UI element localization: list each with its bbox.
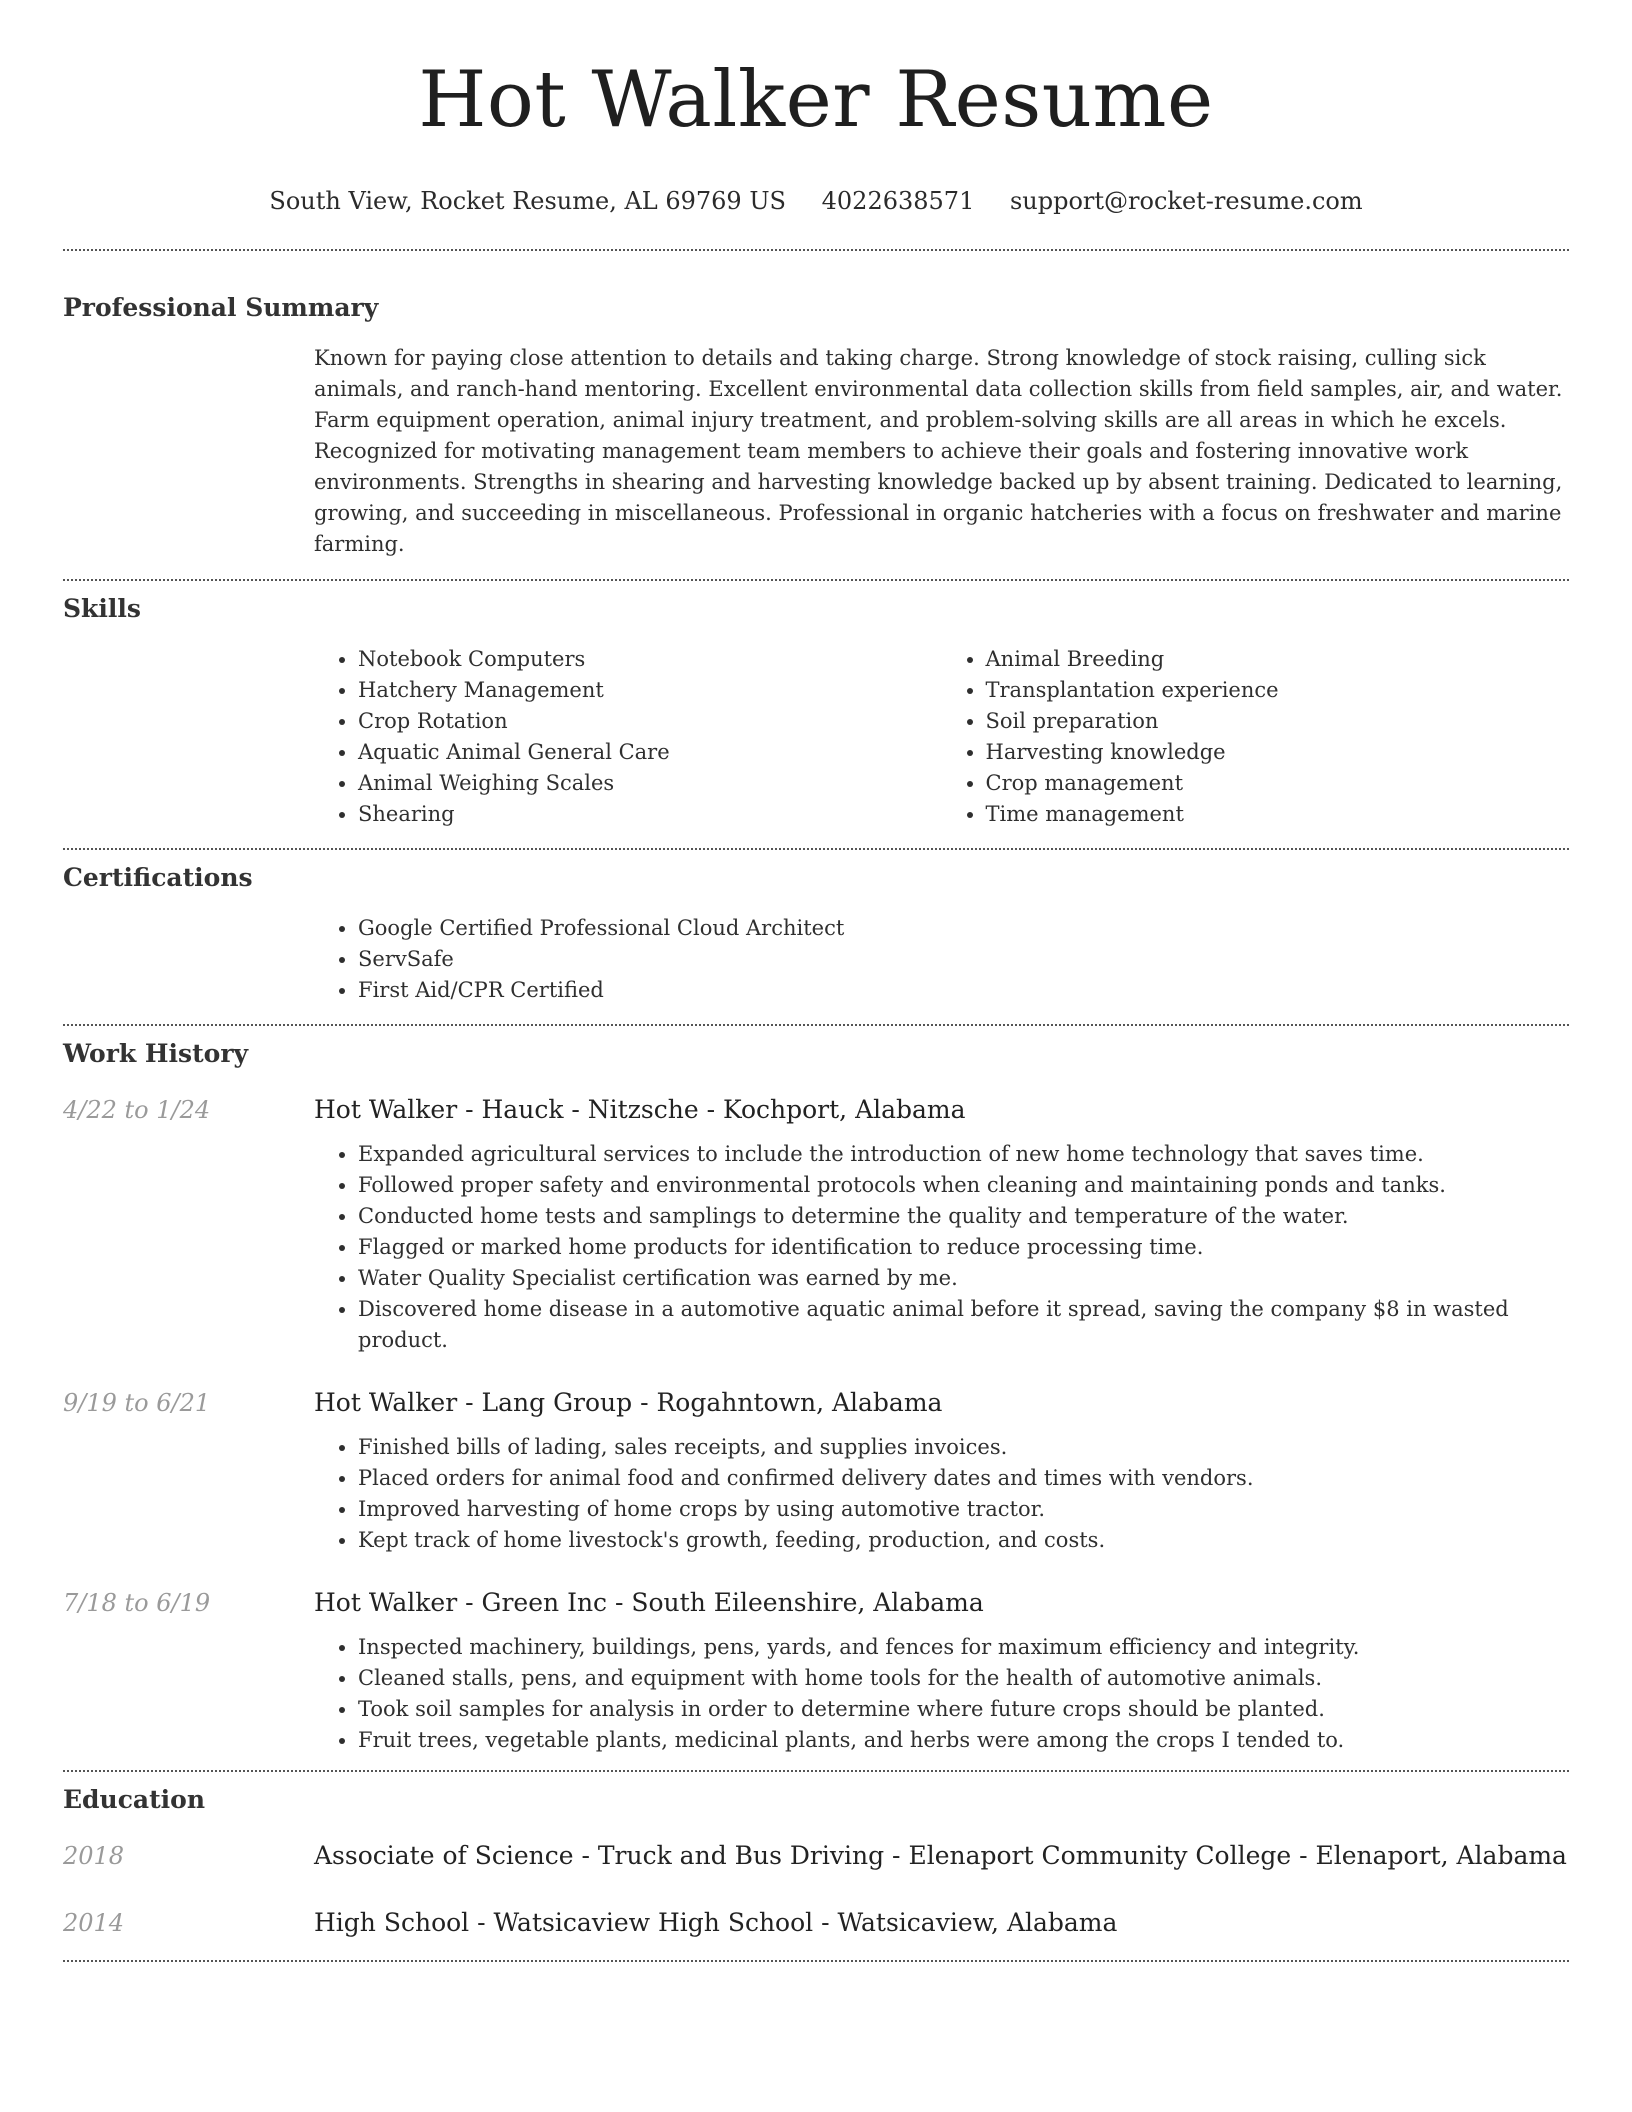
job-title: Hot Walker - Lang Group - Rogahntown, Alabama bbox=[314, 1388, 943, 1417]
job-title: Hot Walker - Hauck - Nitzsche - Kochport, Alabama bbox=[314, 1095, 966, 1124]
certifications-section bbox=[63, 861, 1569, 1006]
job-dates: 7/18 to 6/19 bbox=[63, 1589, 211, 1617]
education-section bbox=[63, 1783, 1569, 1940]
list-item: • Improved harvesting of home crops by using automotive tractor. bbox=[358, 1494, 1569, 1525]
job-entry bbox=[63, 1093, 1569, 1356]
job-title: Hot Walker - Green Inc - South Eileenshire, Alabama bbox=[314, 1588, 984, 1617]
list-item: • Discovered home disease in a automotive aquatic animal before it spread, saving the company $8 in wasted product. bbox=[358, 1294, 1569, 1356]
contact-address: South View, Rocket Resume, AL 69769 US bbox=[269, 187, 786, 215]
list-item: • Notebook Computers bbox=[358, 644, 942, 675]
list-item: • First Aid/CPR Certified bbox=[358, 975, 1569, 1006]
job-dates: 4/22 to 1/24 bbox=[63, 1096, 211, 1124]
list-item: • Inspected machinery, buildings, pens, yards, and fences for maximum efficiency and integrity. bbox=[358, 1632, 1569, 1663]
divider bbox=[63, 249, 1569, 251]
job-dates: 9/19 to 6/21 bbox=[63, 1389, 211, 1417]
divider bbox=[63, 1960, 1569, 1962]
education-title: Associate of Science - Truck and Bus Driving - Elenaport Community College - Elenaport, Alabama bbox=[314, 1841, 1567, 1870]
list-item: • ServSafe bbox=[358, 944, 1569, 975]
list-item: • Expanded agricultural services to include the introduction of new home technology that saves time. bbox=[358, 1139, 1569, 1170]
section-title-work-history: Work History bbox=[63, 1039, 249, 1068]
education-year: 2018 bbox=[63, 1842, 125, 1870]
list-item: • Conducted home tests and samplings to determine the quality and temperature of the water. bbox=[358, 1201, 1569, 1232]
section-title-certifications: Certifications bbox=[63, 863, 253, 892]
section-title-education: Education bbox=[63, 1785, 206, 1814]
job-entry bbox=[63, 1386, 1569, 1556]
list-item: • Time management bbox=[986, 799, 1570, 830]
list-item: • Water Quality Specialist certification was earned by me. bbox=[358, 1263, 1569, 1294]
divider bbox=[63, 1770, 1569, 1772]
summary-text: Known for paying close attention to details and taking charge. Strong knowledge of stock raising, culling sick animals, and ranch-hand mentoring. Excellent environmental data collection skills from field samples, air, and water. Farm equipment operation, animal injury treatment, and problem-solving skills are all areas in which he excels. Recognized for motivating management team members to achieve their goals and fostering innovative work environments. Strengths in shearing and harvesting knowledge backed up by absent training. Dedicated to learning, growing, and succeeding in miscellaneous. Professional in organic hatcheries with a focus on freshwater and marine farming. bbox=[314, 346, 1563, 556]
list-item: • Aquatic Animal General Care bbox=[358, 737, 942, 768]
resume-title: Hot Walker Resume bbox=[418, 55, 1214, 145]
list-item: • Cleaned stalls, pens, and equipment with home tools for the health of automotive animals. bbox=[358, 1663, 1569, 1694]
divider bbox=[63, 848, 1569, 850]
contact-line bbox=[63, 186, 1569, 216]
certifications-list bbox=[314, 913, 1569, 1006]
list-item: • Fruit trees, vegetable plants, medicinal plants, and herbs were among the crops I tended to. bbox=[358, 1725, 1569, 1756]
list-item: • Transplantation experience bbox=[986, 675, 1570, 706]
list-item: • Hatchery Management bbox=[358, 675, 942, 706]
list-item: • Google Certified Professional Cloud Architect bbox=[358, 913, 1569, 944]
list-item: • Shearing bbox=[358, 799, 942, 830]
list-item: • Finished bills of lading, sales receipts, and supplies invoices. bbox=[358, 1432, 1569, 1463]
contact-email: support@rocket-resume.com bbox=[1009, 187, 1363, 215]
list-item: • Placed orders for animal food and confirmed delivery dates and times with vendors. bbox=[358, 1463, 1569, 1494]
skills-list-right bbox=[942, 644, 1570, 830]
list-item: • Soil preparation bbox=[986, 706, 1570, 737]
education-title: High School - Watsicaview High School - Watsicaview, Alabama bbox=[314, 1908, 1118, 1937]
section-title-skills: Skills bbox=[63, 594, 141, 623]
list-item: • Animal Weighing Scales bbox=[358, 768, 942, 799]
education-entry bbox=[63, 1906, 1569, 1940]
job-entry bbox=[63, 1586, 1569, 1756]
skills-list-left bbox=[314, 644, 942, 830]
list-item: • Crop management bbox=[986, 768, 1570, 799]
education-year: 2014 bbox=[63, 1909, 125, 1937]
job-bullets bbox=[314, 1432, 1569, 1556]
list-item: • Flagged or marked home products for identification to reduce processing time. bbox=[358, 1232, 1569, 1263]
education-entry bbox=[63, 1839, 1569, 1873]
divider bbox=[63, 1024, 1569, 1026]
job-bullets bbox=[314, 1632, 1569, 1756]
contact-phone: 4022638571 bbox=[821, 187, 975, 215]
list-item: • Followed proper safety and environmental protocols when cleaning and maintaining ponds and tanks. bbox=[358, 1170, 1569, 1201]
job-bullets bbox=[314, 1139, 1569, 1356]
summary-section bbox=[63, 291, 1569, 560]
divider bbox=[63, 579, 1569, 581]
list-item: • Kept track of home livestock's growth, feeding, production, and costs. bbox=[358, 1525, 1569, 1556]
list-item: • Took soil samples for analysis in order to determine where future crops should be planted. bbox=[358, 1694, 1569, 1725]
list-item: • Animal Breeding bbox=[986, 644, 1570, 675]
list-item: • Harvesting knowledge bbox=[986, 737, 1570, 768]
work-history-section bbox=[63, 1037, 1569, 1756]
section-title-summary: Professional Summary bbox=[63, 293, 379, 322]
list-item: • Crop Rotation bbox=[358, 706, 942, 737]
skills-section bbox=[63, 592, 1569, 830]
